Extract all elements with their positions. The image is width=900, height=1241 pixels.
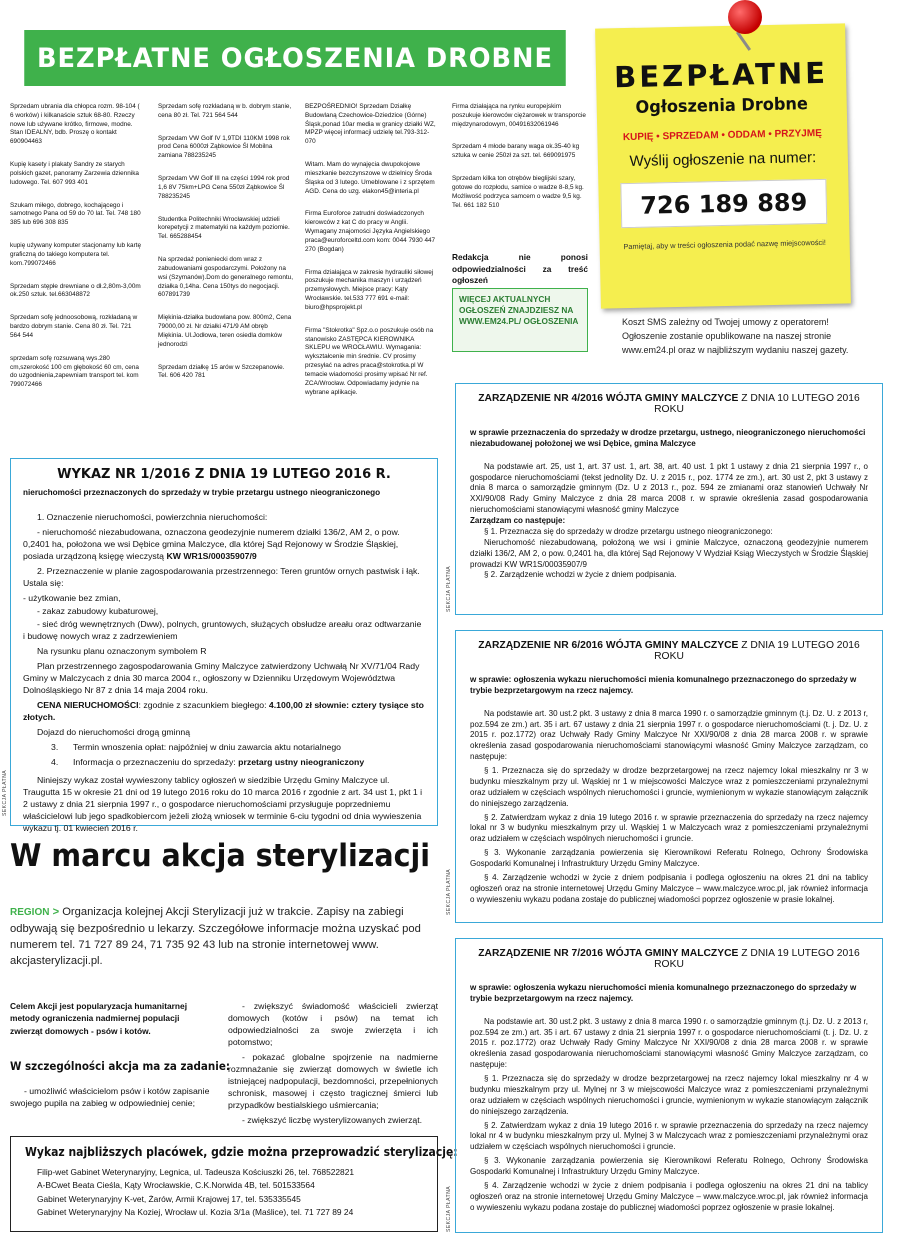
disclaimer: Redakcja nie ponosi odpowiedzialności za treść ogłoszeń <box>452 252 588 286</box>
paragraph: § 2. Zatwierdzam wykaz z dnia 19 lutego 2016 r. w sprawie przeznaczenia do sprzedaży na rzecz najemcy lokal nr 3 w budynku mieszkalnym przy ul. Wąskiej 1 w Malczycach wraz z pomieszczeniami przynależnymi oraz udziałem w częściach wspólnych nieruchomości i gruncie. <box>470 812 868 844</box>
ad: Firma działająca w zakresie hydrauliki siłowej poszukuje mechanika maszyn i urządzeń przemysłowych. Miejsce pracy: Kąty Wrocławskie. tel.533 777 691 e-mail: biuro@hpsprojekt.pl <box>305 268 434 311</box>
ad: Sprzedam działkę 15 arów w Szczepanowie. Tel. 606 420 781 <box>158 363 285 380</box>
section-title: BEZPŁATNE OGŁOSZENIA DROBNE <box>24 30 566 86</box>
land-register-number: KW WR1S/00035907/9 <box>166 551 257 561</box>
ad: Sprzedam kilka ton otrębów bieglijski szary, gotowe do rozpłodu, samice o wadze 8-8,5 kg. Możliwość podrzyca samcem o wadze 9,5 kg. Tel. 661 182 510 <box>452 175 584 209</box>
send-label: Wyślij ogłoszenie na numer: <box>629 149 817 170</box>
text-span: Termin wnoszenia opłat: najpóźniej w dniu zawarcia aktu notarialnego <box>73 742 342 752</box>
paragraph: 2. Przeznaczenie w planie zagospodarowania przestrzennego: Teren gruntów ornych pastwisk i łąk. Ustala się: <box>23 566 420 588</box>
paragraph: § 3. Wykonanie zarządzania powierzenia się Kierownikowi Referatu Rolnego, Ochrony Środowiska Gospodarki Komunalnej i Infrastruktury Urzędu Gminy Malczyce. <box>470 848 868 869</box>
ad: Sprzedam VW Golf IV 1,9TDI 110KM 1998 rok prod Cena 6000zł Ząbkowice Śl Mobilna zamiana 788235245 <box>158 134 290 160</box>
ad: Sprzedam stępłe drewniane o dł.2,80m-3,00m ok.250 sztuk. tel.663048872 <box>10 282 141 299</box>
ads-column-3 <box>305 103 437 411</box>
item-number: 4. <box>51 757 59 767</box>
side-label: SEKCJA PŁATNA <box>446 868 452 915</box>
ad: Szukam miłego, dobrego, kochającego i samotnego Pana od 59 do 70 lat. Tel. 748 180 385 lub 696 308 835 <box>10 201 141 227</box>
action-take: PRZYJMĘ <box>774 127 822 140</box>
text-span: : zgodnie z szacunkiem biegłego: <box>138 700 269 710</box>
paragraph <box>23 756 425 768</box>
ads-column-2 <box>158 103 293 395</box>
article-bullet: - zwiększyć świadomość właścicieli zwierząt domowych (kotów i psów) na temat ich odpowiedzialności za swoje zwierzęta i ich potomstwo; <box>228 1001 438 1047</box>
region-tag: REGION <box>10 907 50 918</box>
separator: • <box>721 129 726 142</box>
article-bullet: - zwiększyć liczbę wysterylizowanych zwierząt. <box>242 1115 423 1125</box>
ordinance-date: Z DNIA 19 LUTEGO 2016 ROKU <box>654 640 860 662</box>
ordinance-number: ZARZĄDZENIE NR 6/2016 WÓJTA GMINY MALCZYCE <box>478 640 739 651</box>
ordinance-subject: w sprawie: ogłoszenia wykazu nieruchomości mienia komunalnego przeznaczonego do sprzedaży w trybie bezprzetargowym na rzecz najemcy. <box>470 983 857 1004</box>
wykaz-body <box>23 511 425 834</box>
ordinance-title <box>470 640 868 662</box>
ad: kupię używany komputer stacjonarny lub kartę graficzną do takiego komputera tel. kom.799072466 <box>10 242 142 267</box>
ads-column-4 <box>452 103 587 224</box>
paragraph: Nieruchomość niezabudowaną, położoną we wsi i gminie Malczyce, oznaczoną geodezyjnie numerem działki 136/2, AM 2, o pow. 0,2401 ha, dla której Sąd Rejonowy V Wydział Ksiąg Wieczystych w Środzie Śląskiej prowadzi KW WR1S/00035907/9 <box>470 537 868 569</box>
wykaz-title: WYKAZ NR 1/2016 Z DNIA 19 LUTEGO 2016 R. <box>57 467 391 482</box>
ad: Miękinia-działka budowlana pow. 800m2, Cena 79000,00 zł. Nr działki 471/9 AM obręb Miękinia. Ul.Jodłowa, teren osiedla domków jednorodzi <box>158 314 292 348</box>
sms-publish: Ogłoszenie zostanie opublikowane na naszej stronie www.em24.pl oraz w najbliższym wydaniu naszej gazety. <box>622 330 849 355</box>
lead-text: Organizacja kolejnej Akcji Sterylizacji już w trakcie. Zapisy na zabiegi odbywają się bezpośrednio u lekarzy. Szczegółowe informacje można uzyskać pod numerem tel. 71 727 89 24, 71 735 92 43 lub na stronie internetowej www. akcjasterylizacji.pl. <box>10 906 421 967</box>
article-intro: Celem Akcji jest popularyzacja humanitarnej metody ograniczenia nadmiernej populacji zwierząt domowych - psów i kotów. <box>10 1001 188 1036</box>
text-span: Informacja o przeznaczeniu do sprzedaży: <box>73 757 239 767</box>
article-title: W marcu akcja sterylizacji <box>10 838 431 874</box>
clinic-item: Filip-wet Gabinet Weterynaryjny, Legnica, ul. Tadeusza Kościuszki 26, tel. 768522821 <box>37 1167 355 1177</box>
paragraph: § 2. Zarządzenie wchodzi w życie z dniem podpisania. <box>484 570 677 580</box>
sale-mode: przetarg ustny nieograniczony <box>238 757 365 767</box>
article-lead <box>10 904 428 969</box>
paragraph <box>23 526 425 562</box>
phone-number-box <box>620 179 827 228</box>
clinic-item: Gabinet Weterynaryjny Na Koziej, Wrocław ul. Kozia 3/1a (Maślice), tel. 71 727 89 24 <box>37 1207 354 1218</box>
clinic-item: Gabinet Weterynaryjny K-vet, Żarów, Armii Krajowej 17, tel. 535335545 <box>37 1193 301 1204</box>
sticky-title: BEZPŁATNE <box>613 55 829 95</box>
sms-cost: Koszt SMS zależny od Twojej umowy z operatorem! <box>622 317 829 327</box>
ad: Firma "Stokrotka" Spz.o.o poszukuje osób na stanowisko ZASTĘPCA KIEROWNIKA SKLEPU we WROCŁAWIU. Wymagania: wykształcenie min średnie. CV prosimy przesyłać na adres praca@stokrotka.pl W temacie wiadomości prosimy wpisać Nr ref. ZCA/Wrocław. Odpowiadamy jedynie na wybrane aplikacje. <box>305 326 434 396</box>
sms-info <box>622 316 884 358</box>
price-label: CENA NIERUCHOMOŚCI <box>37 700 139 710</box>
wykaz-box <box>10 458 438 833</box>
paragraph: 1. Oznaczenie nieruchomości, powierzchnia nieruchomości: <box>37 512 268 522</box>
side-label: SEKCJA PŁATNA <box>446 565 452 612</box>
ordinance-7-box <box>455 938 883 1233</box>
pushpin-icon <box>728 0 762 34</box>
decree-label: Zarządzam co następuje: <box>470 516 566 526</box>
sticky-note-text: Pamiętaj, aby w treści ogłoszenia podać nazwę miejscowości! <box>623 237 826 252</box>
clinics-list <box>25 1166 423 1220</box>
ordinance-date: Z DNIA 10 LUTEGO 2016 ROKU <box>654 393 860 415</box>
action-sell: SPRZEDAM <box>662 130 719 143</box>
article-col-right <box>228 1000 438 1129</box>
ordinance-6-box <box>455 630 883 923</box>
ad: Sprzedam sofę jednoosobową, rozkładaną w bardzo dobrym stanie. Cena 80 zł. Tel. 721 564 544 <box>10 314 138 339</box>
ad: BEZPOŚREDNIO! Sprzedam Działkę Budowlaną Czechowice-Dziedzice (Górne) Śląsk,ponad 10ar media w granicy działki WZ, MPZP więcej informacji udzielę tel.793-312-070 <box>305 103 436 146</box>
article-bullet: - pokazać globalne spojrzenie na nadmierne rozmnażanie się zwierząt domowych w świetle ich istniejącej nadpopulacji, bezdomności, przepełnionych schronisk, masowej i często tragicznej śmierci lub przypadków bestialskiego uśmiercania; <box>228 1052 438 1110</box>
ad: Sprzedam sofę rozkładaną w b. dobrym stanie, cena 80 zł. Tel. 721 564 544 <box>158 103 292 119</box>
article-col-left <box>10 1000 230 1109</box>
more-ads-text: WIĘCEJ AKTUALNYCH OGŁOSZEŃ ZNAJDZIESZ NA WWW.EM24.PL/ OGŁOSZENIA <box>459 294 579 327</box>
ordinance-body <box>470 1017 868 1214</box>
ad: Sprzedam ubrania dla chłopca rozm. 98-104 ( 6 worków) i kilkanaście sztuk 68-80. Rzeczy nowe lub używane krótko, firmowe, modne. Stan IDEALNY, bdb. Proszę o kontakt 690904463 <box>10 103 140 146</box>
ordinance-subject: w sprawie: ogłoszenia wykazu nieruchomości mienia komunalnego przeznaczonego do sprzedaży w trybie bezprzetargowym na rzecz najemcy. <box>470 675 857 696</box>
paragraph: - sieć dróg wewnętrznych (Dww), polnych, gruntowych, służących obsłudze areału oraz odtwarzanie i budowę nowych wraz z zadrzewieniem <box>23 619 422 641</box>
phone-number[interactable]: 726 189 889 <box>639 187 808 220</box>
ordinance-body <box>470 462 868 582</box>
action-give: ODDAM <box>727 129 766 141</box>
price-value: 4.100,00 zł słownie: cztery tysiące sto złotych. <box>23 700 424 722</box>
article-bullet: - umożliwić właścicielom psów i kotów zapisanie swojego pupila na zabieg w odpowiedniej cenie; <box>10 1086 210 1109</box>
ad: Na sprzedaż ponieniecki dom wraz z zabudowaniami gospodarczymi. Położony na wsi (Szymanów).Dom do generalnego remontu, działka 0,14ha. Cena 150tys do negocjacji. 607891739 <box>158 256 293 299</box>
article-subhead: W szczególności akcja ma za zadanie: <box>10 1059 230 1074</box>
sticky-note <box>595 23 851 308</box>
paragraph: § 1. Przeznacza się do sprzedaży w drodze bezprzetargowej na rzecz najemcy lokal mieszkalny nr 4 w budynku mieszkalnym przy ul. Mylnej nr 3 w miejscowości Malczyce wraz z pomieszczeniami przynależnymi oraz udziałem w częściach wspólnych nieruchomości i gruncie, wymienionym w wykazie stanowiącym załącznik do niniejszego zarządzenia. <box>470 1074 868 1116</box>
separator: • <box>656 131 660 143</box>
paragraph: Na podstawie art. 30 ust.2 pkt. 3 ustawy z dnia 8 marca 1990 r. o samorządzie gminnym (t.j. Dz. U. z 2013 r, poz.594 ze zm.) art. 35 i art. 67 ustawy z dnia 21 sierpnia 1997 r. o gospodarce nieruchomościami (t. j. Dz. U. z 2015 r. poz.1772) oraz Uchwały Rady Gminy Malczyce Nr XXI/90/08 z dnia 28 marca 2008 r. w sprawie określenia zasad gospodarowania nieruchomościami stanowiącymi własność Gminy Malczyce zarządzam, co następuje: <box>470 1016 868 1070</box>
ad: Firma Euroforce zatrudni doświadczonych kierowców z kat C do pracy w Anglii. Wymagany znajomości Języka Angielskiego praca@euroforceltd.com kom: 0044 7930 447 270 (Bogdan) <box>305 210 436 253</box>
sticky-actions <box>597 127 847 143</box>
more-ads-box <box>452 288 588 352</box>
action-buy: KUPIĘ <box>622 131 654 144</box>
paragraph: Na podstawie art. 30 ust.2 pkt. 3 ustawy z dnia 8 marca 1990 r. o samorządzie gminnym (t.j. Dz. U. z 2013 r, poz.594 ze zm.) art. 35 i art. 67 ustawy z dnia 21 sierpnia 1997 r. o gospodarce nieruchomościami (t. j. Dz. U. z 2015 r. poz.1772) oraz Uchwały Rady Gminy Malczyce Nr XXI/90/08 z dnia 28 marca 2008 r. w sprawie określenia zasad gospodarowania nieruchomościami stanowiącymi własność Gminy Malczyce zarządzam, co następuje: <box>470 708 868 762</box>
paragraph: - użytkowanie bez zmian, <box>23 593 121 603</box>
clinic-item: A-BCwet Beata Cieśla, Kąty Wrocławskie, C.K.Norwida 4B, tel. 501533564 <box>37 1180 315 1191</box>
paragraph: § 1. Przeznacza się do sprzedaży w drodze bezprzetargowej na rzecz najemcy lokal mieszkalny nr 3 w budynku mieszkalnym przy ul. Wąskiej nr 1 w miejscowości Malczyce wraz z pomieszczeniami przynależnymi oraz udziałem w częściach wspólnych nieruchomości i gruncie, wymienionym w wykazie stanowiącym załącznik do niniejszego zarządzenia. <box>470 766 868 808</box>
paragraph: § 4. Zarządzenie wchodzi w życie z dniem podpisania i podlega ogłoszeniu na okres 21 dni na tablicy ogłoszeń oraz na stronie internetowej Urzędu Gminy Malczyce – www.malczyce.wroc.pl, jak również informacja o wywieszeniu wykazu podana zostaje do publicznej wiadomości poprzez ogłoszenie w prasie lokalnej. <box>470 1180 868 1212</box>
ordinance-title <box>470 948 868 970</box>
ad: Sprzedam VW Golf III na części 1994 rok prod 1,6 8V 75km+LPG Cena 550zł Ząbkowice Śl 788235245 <box>158 175 290 200</box>
paragraph <box>470 516 868 527</box>
clinics-title: Wykaz najbliższych placówek, gdzie można przeprowadzić sterylizację: <box>25 1145 458 1159</box>
side-label: SEKCJA PŁATNA <box>2 769 8 816</box>
ad: sprzedam sofę rozsuwaną wys.280 cm,szerokość 100 cm głębokość 60 cm, cena do uzgodnienia,zapewniam transport tel. kom 799072466 <box>10 354 139 389</box>
ordinance-4-box <box>455 383 883 615</box>
paragraph: Dojazd do nieruchomości drogą gminną <box>37 727 191 737</box>
ad: Witam. Mam do wynajęcia dwupokojowe mieszkanie bezczynszowe w dzielnicy Środa Śląska od 3 lutego. Umeblowane i z sprzętem AGD. Cena do uzg. elakon45@interia.pl <box>305 161 435 195</box>
paragraph: Na podstawie art. 25, ust 1, art. 37 ust. 1, art. 38, art. 40 ust. 1 pkt 1 ustawy z dnia 21 sierpnia 1997 r., o gospodarce nieruchomościami (tekst jednolity Dz. U. z 2015 r., poz. 1774 ze zm.), art. 30 ust 2, pkt 3 ustawy z dnia 8 marca o samorządzie gminnym (Dz. U z 2013 r., poz. 594 ze zmianami oraz stanowień Uchwały Nr XXI/90/08 Rady Gminy Malczyce z dnia 28 marca 2008 r. w sprawie określenia zasad gospodarowania nieruchomościami stanowiącymi własność gminy Malczyce <box>470 461 868 515</box>
paragraph: § 2. Zatwierdzam wykaz z dnia 19 lutego 2016 r. w sprawie przeznaczenia do sprzedaży na rzecz najemcy lokal nr 4 w budynku mieszkalnym przy ul. Mylnej 3 w Malczycach wraz z pomieszczeniami przynależnymi oraz udziałem w częściach wspólnych nieruchomości i gruncie. <box>470 1120 868 1152</box>
sticky-subtitle: Ogłoszenia Drobne <box>635 94 809 118</box>
item-number: 3. <box>51 742 59 752</box>
arrow-icon: > <box>52 906 60 918</box>
ordinance-number: ZARZĄDZENIE NR 4/2016 WÓJTA GMINY MALCZYCE <box>478 393 739 404</box>
ad: Sprzedam 4 młode barany waga ok.35-40 kg sztuka w cenie 250zł za szt. tel. 669091975 <box>452 143 580 160</box>
paragraph: - zakaz zabudowy kubaturowej, <box>37 606 159 616</box>
paragraph: Plan przestrzennego zagospodarowania Gminy Malczyce zatwierdzony Uchwałą Nr XV/71/04 Rady Gminy w Malczycach z dnia 30 marca 2004 r., ogłoszony w Dzienniku Urzędowym Województwa Dolnośląskiego Nr 87 z dnia 14 maja 2004 roku. <box>23 661 420 695</box>
text-span: - nieruchomość niezabudowana, oznaczona geodezyjnie numerem działki 136/2, AM 2, o pow. 0,2401 ha, położona we wsi Dębice gmina Malczyce, dla której Sąd Rejonowy w Środzie Śląskiej, posiada urządzoną księgę wieczystą <box>23 527 400 561</box>
ad: Firma działająca na rynku europejskim poszukuje kierowców ciężarowek w transporcie międzynarodowym, 00491632061946 <box>452 103 586 128</box>
paragraph: Na rysunku planu oznaczonym symbolem R <box>37 646 207 656</box>
paragraph: Niniejszy wykaz został wywieszony tablicy ogłoszeń w siedzibie Urzędu Gminy Malczyce ul. Traugutta 15 w okresie 21 dni od 19 lutego 2016 roku do 10 marca 2016 r zgodnie z art. 34 ust 1, pkt 1 i 2 ustawy z dnia 21 sierpnia 1997 r., o gospodarce nieruchomościami przysługuje poprzedniemu właścicielowi lub jego spadkobiercom jeżeli złożą wniosek w terminie 6-ciu tygodni od dnia wywieszenia wykazu tj. 01 kwiecień 2016 r. <box>23 775 423 833</box>
ads-column-1 <box>10 103 142 404</box>
paragraph: § 3. Wykonanie zarządzania powierzenia się Kierownikowi Referatu Rolnego, Ochrony Środowiska Gospodarki Komunalnej i Infrastruktury Urzędu Gminy Malczyce. <box>470 1156 868 1177</box>
paragraph <box>23 741 425 753</box>
separator: • <box>768 128 772 141</box>
wykaz-subtitle: nieruchomości przeznaczonych do sprzedaży w trybie przetargu ustnego nieograniczonego <box>23 488 381 497</box>
ordinance-body <box>470 709 868 906</box>
paragraph: § 1. Przeznacza się do sprzedaży w drodze przetargu ustnego nieograniczonego: <box>484 526 773 536</box>
ordinance-subject: w sprawie przeznaczenia do sprzedaży w drodze przetargu, ustnego, nieograniczonego nieruchomości niezabudowanej położonej we wsi Dębice, gmina Malczyce <box>470 428 866 449</box>
paragraph <box>23 699 425 723</box>
paragraph: § 4. Zarządzenie wchodzi w życie z dniem podpisania i podlega ogłoszeniu na okres 21 dni na tablicy ogłoszeń oraz na stronie internetowej Urzędu Gminy Malczyce – www.malczyce.wroc.pl, jak również informacja o wywieszeniu wykazu podana zostaje do publicznej wiadomości poprzez ogłoszenie w prasie lokalnej. <box>470 872 868 904</box>
ad: Studentka Politechniki Wrocławskiej udzieli korepetycji z matematyki na każdym poziomie. Tel. 665288454 <box>158 215 290 241</box>
side-label: SEKCJA PŁATNA <box>446 1185 452 1232</box>
ordinance-number: ZARZĄDZENIE NR 7/2016 WÓJTA GMINY MALCZYCE <box>478 948 739 959</box>
ad: Kupię kasety i plakaty Sandry ze starych polskich gazet, panoramy Zarzewia dziennika ludowego. Tel. 607 993 401 <box>10 161 139 186</box>
ordinance-date: Z DNIA 19 LUTEGO 2016 ROKU <box>654 948 860 970</box>
ordinance-title <box>470 393 868 415</box>
